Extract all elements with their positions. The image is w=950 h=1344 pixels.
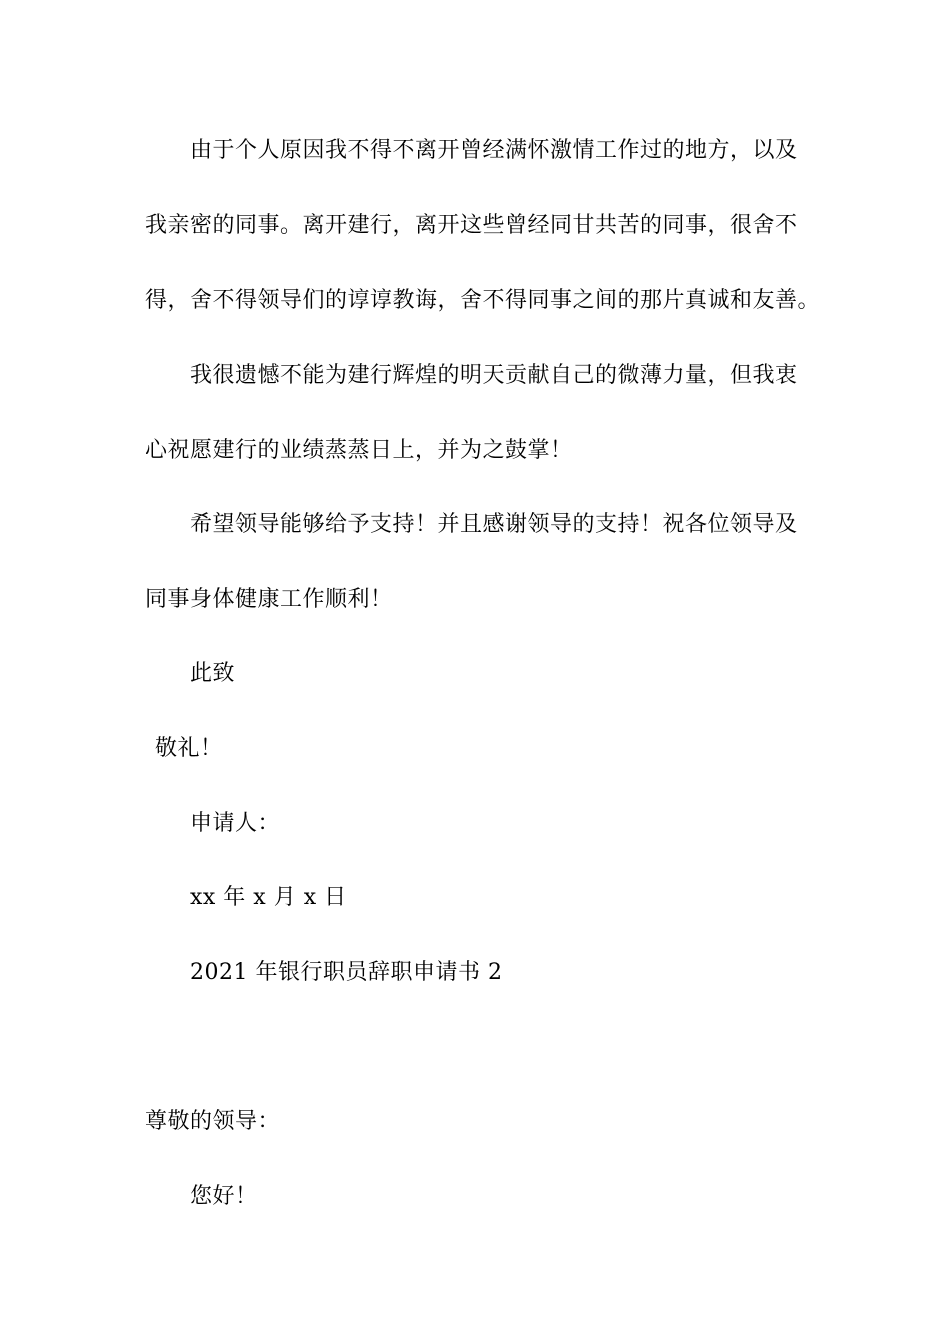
closing-ci-zhi: 此致 [190,661,236,686]
paragraph-3-line-2: 同事身体健康工作顺利！ [145,587,393,612]
greeting: 尊敬的领导： [145,1109,281,1134]
paragraph-2-line-1: 我很遗憾不能为建行辉煌的明天贡献自己的微薄力量，但我衷 [190,363,798,388]
closing-jing-li: 敬礼！ [155,736,223,761]
paragraph-3-line-1: 希望领导能够给予支持！并且感谢领导的支持！祝各位领导及 [190,512,798,537]
paragraph-1-line-1: 由于个人原因我不得不离开曾经满怀激情工作过的地方，以及 [190,138,798,163]
paragraph-2-line-2: 心祝愿建行的业绩蒸蒸日上，并为之鼓掌！ [145,438,573,463]
applicant-label: 申请人： [190,811,281,836]
paragraph-1-line-2: 我亲密的同事。离开建行，离开这些曾经同甘共苦的同事，很舍不 [145,213,798,238]
hello-line: 您好！ [190,1184,258,1209]
paragraph-1-line-3: 得，舍不得领导们的谆谆教诲，舍不得同事之间的那片真诚和友善。 [145,288,821,313]
date-line: xx 年 x 月 x 日 [190,885,347,910]
second-letter-title: 2021 年银行职员辞职申请书 2 [190,960,503,985]
